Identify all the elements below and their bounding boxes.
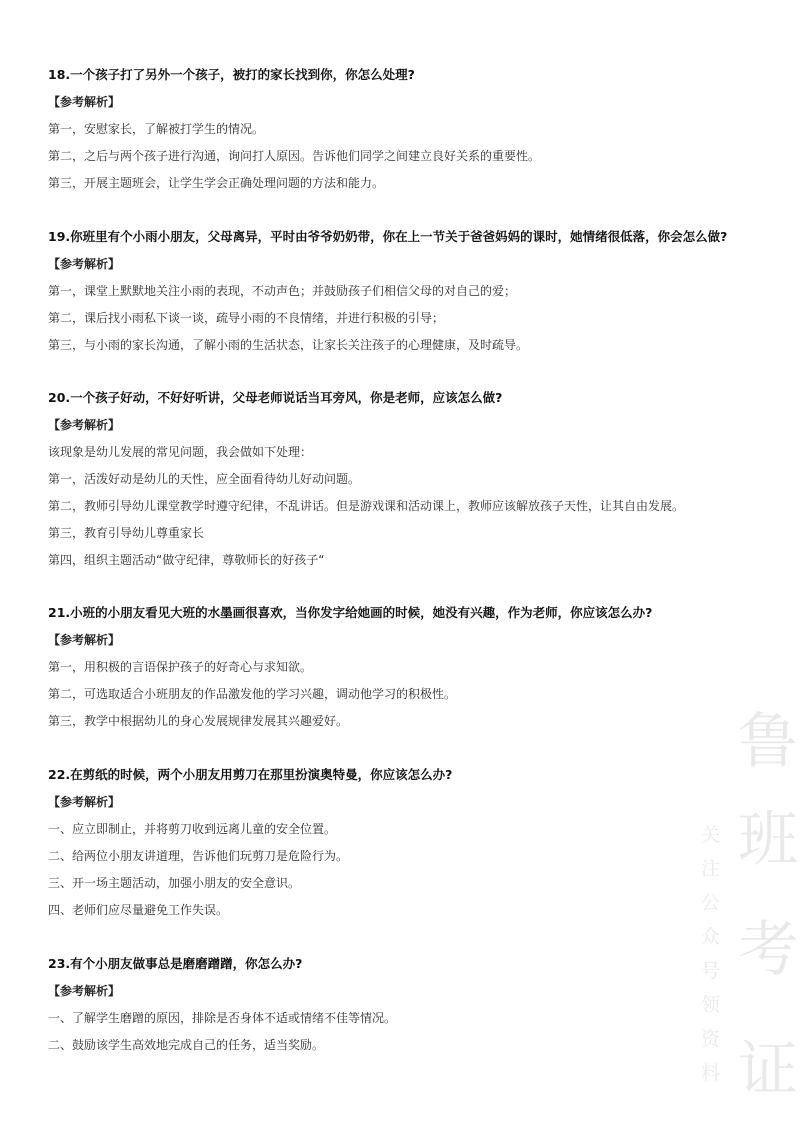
answer-line: 二、给两位小朋友讲道理，告诉他们玩剪刀是危险行为。 [48, 849, 349, 863]
answer-label: 【参考解析】 [48, 984, 121, 998]
question-18 [48, 66, 540, 192]
answer-line: 第三，教育引导幼儿尊重家长 [48, 526, 205, 540]
answer-line: 第二，课后找小雨私下谈一谈，疏导小雨的不良情绪，并进行积极的引导； [48, 311, 445, 325]
answer-line: 一、应立即制止，并将剪刀收到远离儿童的安全位置。 [48, 822, 337, 836]
watermark-char: 证 [738, 1035, 798, 1105]
answer-line: 第四，组织主题活动“做守纪律，尊敬师长的好孩子“ [48, 553, 325, 567]
watermark-char: 考 [738, 915, 798, 985]
answer-line: 第二，可选取适合小班朋友的作品激发他的学习兴趣，调动他学习的积极性。 [48, 687, 457, 701]
question-title: 22.在剪纸的时候，两个小朋友用剪刀在那里扮演奥特曼，你应该怎么办? [48, 767, 453, 782]
answer-line: 一、了解学生磨蹭的原因，排除是否身体不适或情绪不佳等情况。 [48, 1011, 397, 1025]
question-19 [48, 228, 727, 354]
watermark-char: 资 [701, 1028, 721, 1050]
watermark-char: 关 [701, 824, 721, 846]
watermark-char: 料 [701, 1062, 721, 1084]
question-title: 23.有个小朋友做事总是磨磨蹭蹭，你怎么办? [48, 956, 303, 971]
answer-line: 第二，之后与两个孩子进行沟通，询问打人原因。告诉他们同学之间建立良好关系的重要性。 [48, 149, 541, 163]
watermark-char: 众 [701, 926, 721, 948]
answer-label: 【参考解析】 [48, 795, 121, 809]
question-20 [48, 389, 684, 569]
answer-line: 第一，用积极的言语保护孩子的好奇心与求知欲。 [48, 660, 313, 674]
watermark-char: 注 [701, 858, 721, 880]
answer-label: 【参考解析】 [48, 633, 121, 647]
answer-line: 二、鼓励该学生高效地完成自己的任务，适当奖励。 [48, 1038, 325, 1052]
answer-line: 第一，安慰家长，了解被打学生的情况。 [48, 122, 265, 136]
answer-label: 【参考解析】 [48, 257, 121, 271]
answer-line: 第一，活泼好动是幼儿的天性，应全面看待幼儿好动问题。 [48, 472, 361, 486]
answer-line: 四、老师们应尽量避免工作失误。 [48, 903, 229, 917]
watermark-char: 领 [701, 994, 721, 1016]
watermark-char: 班 [738, 805, 798, 875]
answer-label: 【参考解析】 [48, 418, 121, 432]
watermark-char: 号 [701, 960, 721, 982]
question-title: 18.一个孩子打了另外一个孩子，被打的家长找到你，你怎么处理? [48, 67, 415, 82]
question-title: 19.你班里有个小雨小朋友，父母离异，平时由爷爷奶奶带，你在上一节关于爸爸妈妈的课时，她情绪很低落，你会怎么做? [48, 229, 728, 244]
question-title: 21.小班的小朋友看见大班的水墨画很喜欢，当你发字给她画的时候，她没有兴趣，作为老师，你应该怎么办? [48, 605, 653, 620]
question-23 [48, 955, 396, 1054]
answer-line: 第三，与小雨的家长沟通，了解小雨的生活状态，让家长关注孩子的心理健康，及时疏导。 [48, 338, 529, 352]
answer-line: 第二，教师引导幼儿课堂教学时遵守纪律，不乱讲话。但是游戏课和活动课上，教师应该解放孩子天性，让其自由发展。 [48, 499, 685, 513]
answer-line: 第三，开展主题班会，让学生学会正确处理问题的方法和能力。 [48, 176, 385, 190]
question-22 [48, 766, 452, 919]
watermark-char: 鲁 [738, 707, 798, 777]
question-title: 20.一个孩子好动，不好好听讲，父母老师说话当耳旁风，你是老师，应该怎么做? [48, 390, 503, 405]
answer-line: 第一，课堂上默默地关注小雨的表现，不动声色；并鼓励孩子们相信父母的对自己的爱； [48, 284, 517, 298]
answer-label: 【参考解析】 [48, 95, 121, 109]
question-21 [48, 604, 652, 730]
watermark-char: 公 [701, 892, 721, 914]
answer-line: 第三，教学中根据幼儿的身心发展规律发展其兴趣爱好。 [48, 714, 349, 728]
answer-line: 该现象是幼儿发展的常见问题，我会做如下处理： [48, 445, 313, 459]
answer-line: 三、开一场主题活动，加强小朋友的安全意识。 [48, 876, 301, 890]
